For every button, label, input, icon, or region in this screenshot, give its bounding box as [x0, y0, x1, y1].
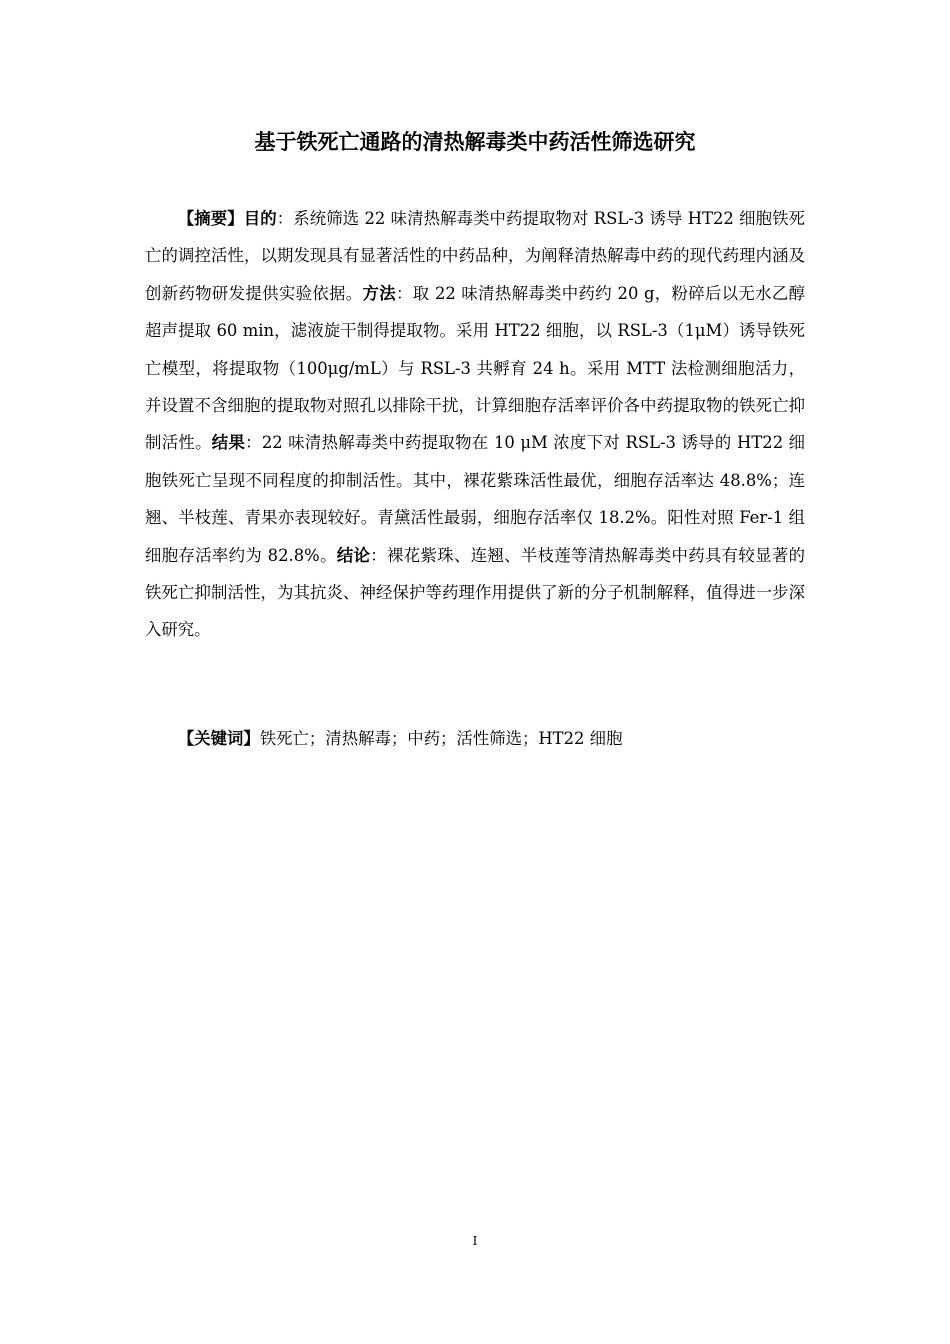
keywords-paragraph — [145, 720, 805, 757]
conclusion-text: ：裸花紫珠、连翘、半枝莲等清热解毒类中药具有较显著的铁死亡抑制活性，为其抗炎、神经保护等药理作用提供了新的分子机制解释，值得进一步深入研究。 — [145, 545, 806, 640]
abstract-paragraph — [145, 200, 805, 649]
conclusion-label: 结论 — [336, 545, 371, 565]
keywords-label: 【关键词】 — [177, 729, 260, 748]
page-title: 基于铁死亡通路的清热解毒类中药活性筛选研究 — [254, 130, 696, 154]
keywords-text: 铁死亡；清热解毒；中药；活性筛选；HT22 细胞 — [259, 729, 623, 748]
results-label: 结果 — [211, 433, 246, 453]
results-text: ：22 味清热解毒类中药提取物在 10 μM 浓度下对 RSL-3 诱导的 HT22 细胞铁死亡呈现不同程度的抑制活性。其中，裸花紫珠活性最优，细胞存活率达 48.8%；连翘、半枝莲、青果亦表现较好。青黛活性最弱，细胞存活率仅 18.2%。阳性对照 Fer-1 组细胞存活率约为 82.8%。 — [145, 433, 806, 565]
page-number: I — [472, 1234, 478, 1248]
objective-text: ：系统筛选 22 味清热解毒类中药提取物对 RSL-3 诱导 HT22 细胞铁死亡的调控活性，以期发现具有显著活性的中药品种，为阐释清热解毒中药的现代药理内涵及创新药物研发提供实验依据。 — [145, 209, 806, 303]
methods-text: ：取 22 味清热解毒类中药约 20 g，粉碎后以无水乙醇超声提取 60 min，滤液旋干制得提取物。采用 HT22 细胞，以 RSL-3（1μM）诱导铁死亡模型，将提取物（100μg/mL）与 RSL-3 共孵育 24 h。采用 MTT 法检测细胞活力，并设置不含细胞的提取物对照孔以排除干扰，计算细胞存活率评价各中药提取物的铁死亡抑制活性。 — [145, 283, 806, 453]
abstract-label: 【摘要】 — [177, 209, 244, 228]
objective-label: 目的 — [243, 209, 277, 228]
methods-label: 方法 — [362, 283, 396, 303]
